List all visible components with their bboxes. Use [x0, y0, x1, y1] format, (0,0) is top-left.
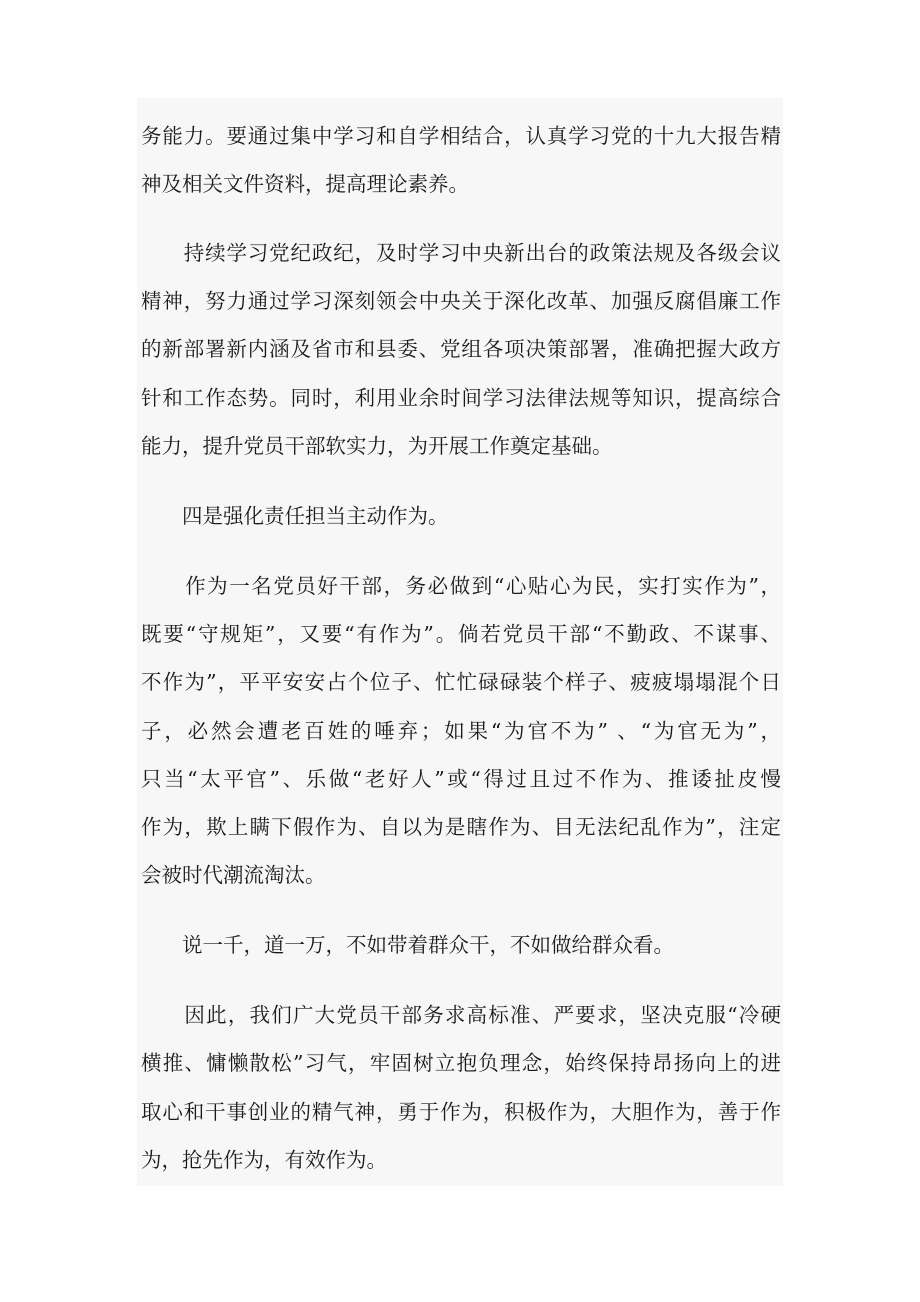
text-line: 为，抢先作为，有效作为。 — [141, 1148, 387, 1172]
section-heading: 四是强化责任担当主动作为。 — [141, 504, 449, 528]
text-line: 说一千，道一万，不如带着群众干，不如做给群众看。 — [141, 933, 674, 957]
text-line: 会被时代潮流淘汰。 — [141, 863, 326, 887]
text-line: 不作为”，平平安安占个位子、忙忙碌碌装个样子、疲疲塌塌混个日 — [141, 670, 781, 694]
text-line: 持续学习党纪政纪，及时学习中央新出台的政策法规及各级会议 — [141, 241, 781, 265]
text-line: 作为，欺上瞒下假作为、自以为是瞎作为、目无法纪乱作为”，注定 — [141, 815, 781, 839]
text-line: 能力，提升党员干部软实力，为开展工作奠定基础。 — [141, 434, 613, 458]
text-line: 因此，我们广大党员干部务求高标准、严要求，坚决克服“冷硬 — [141, 1003, 781, 1027]
text-line: 既要“守规矩”，又要“有作为”。倘若党员干部“不勤政、不谋事、 — [141, 622, 781, 646]
text-line: 精神，努力通过学习深刻领会中央关于深化改革、加强反腐倡廉工作 — [141, 289, 781, 313]
text-line: 的新部署新内涵及省市和县委、党组各项决策部署，准确把握大政方 — [141, 337, 781, 361]
text-line: 只当“太平官”、乐做“老好人”或“得过且过不作为、推诿扯皮慢 — [141, 767, 781, 791]
text-line: 神及相关文件资料，提高理论素养。 — [141, 172, 469, 196]
text-line: 取心和干事创业的精气神，勇于作为，积极作为，大胆作为，善于作 — [141, 1100, 781, 1124]
text-line: 横推、慵懒散松”习气，牢固树立抱负理念，始终保持昂扬向上的进 — [141, 1051, 781, 1075]
text-line: 针和工作态势。同时，利用业余时间学习法律法规等知识，提高综合 — [141, 386, 781, 410]
text-line: 作为一名党员好干部，务必做到“心贴心为民，实打实作为”， — [141, 574, 781, 598]
text-line: 子，必然会遭老百姓的唾弃；如果“为官不为” 、“为官无为”， — [141, 719, 781, 743]
text-line: 务能力。要通过集中学习和自学相结合，认真学习党的十九大报告精 — [141, 124, 781, 148]
